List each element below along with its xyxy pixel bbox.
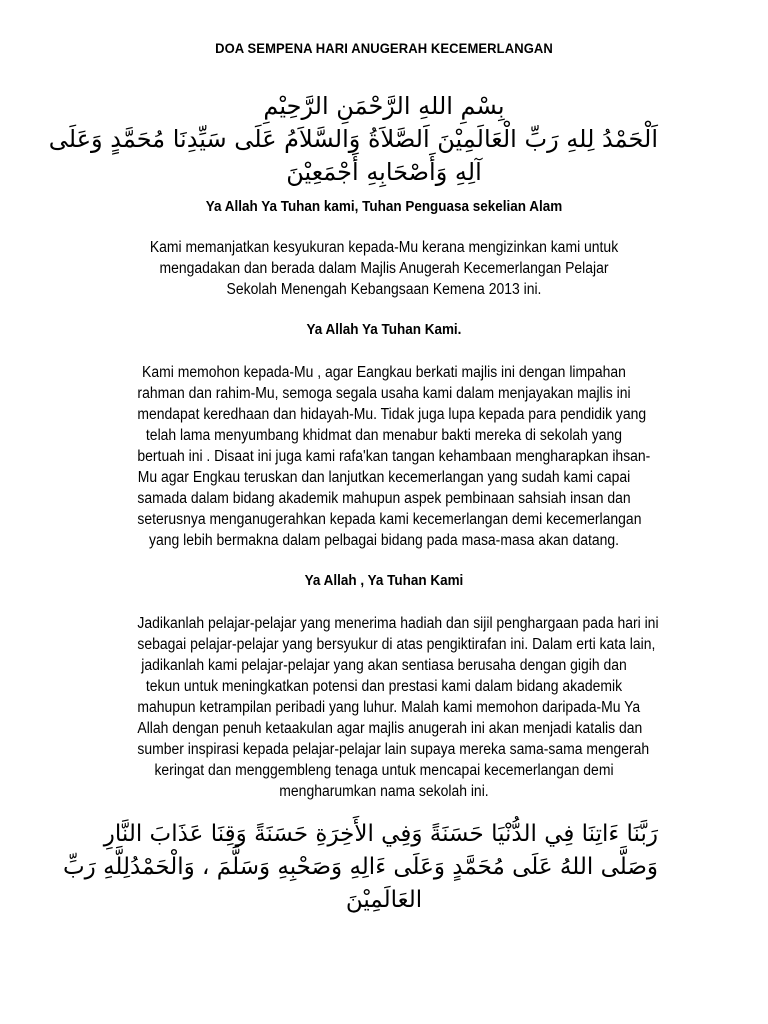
paragraph-line: sebagai pelajar-pelajar yang bersyukur di atas pengiktirafan ini. Dalam erti kata lain, bbox=[137, 636, 656, 653]
paragraph-line: Sekolah Menengah Kebangsaan Kemena 2013 ini. bbox=[226, 281, 542, 298]
arabic-opening-line: بِسْمِ اللهِ الرَّحْمَنِ الرَّحِيْمِ bbox=[263, 92, 505, 120]
paragraph-line: seterusnya menganugerahkan kepada kami kecemerlangan demi kecemerlangan bbox=[137, 511, 642, 528]
paragraph-line: telah lama menyumbang khidmat dan menabur bakti mereka di sekolah yang bbox=[145, 427, 623, 444]
paragraph-line: mengadakan dan berada dalam Majlis Anugerah Kecemerlangan Pelajar bbox=[159, 260, 609, 277]
paragraph-line: yang lebih bermakna dalam pelbagai bidang pada masa-masa akan datang. bbox=[149, 532, 619, 549]
heading-2: Ya Allah Ya Tuhan Kami. bbox=[306, 322, 462, 338]
paragraph-2 bbox=[110, 362, 658, 551]
paragraph-line: jadikanlah kami pelajar-pelajar yang akan sentiasa berusaha dengan gigih dan bbox=[141, 657, 627, 674]
paragraph-line: Allah dengan penuh ketaakulan agar majlis anugerah ini akan menjadi katalis dan bbox=[137, 720, 643, 737]
paragraph-line: tekun untuk meningkatkan potensi dan prestasi kami dalam bidang akademik bbox=[145, 678, 623, 695]
heading-3: Ya Allah , Ya Tuhan Kami bbox=[304, 573, 464, 589]
document-title: DOA SEMPENA HARI ANUGERAH KECEMERLANGAN bbox=[215, 40, 553, 56]
paragraph-line: sumber inspirasi kepada pelajar-pelajar lain supaya mereka sama-sama mengerah bbox=[137, 741, 650, 758]
paragraph-line: mendapat keredhaan dan hidayah-Mu. Tidak juga lupa kepada para pendidik yang bbox=[137, 406, 647, 423]
heading-1: Ya Allah Ya Tuhan kami, Tuhan Penguasa sekelian Alam bbox=[205, 199, 563, 215]
arabic-closing bbox=[63, 818, 658, 917]
paragraph-line: mengharumkan nama sekolah ini. bbox=[279, 783, 489, 800]
paragraph-line: Jadikanlah pelajar-pelajar yang menerima hadiah dan sijil penghargaan pada hari ini bbox=[137, 615, 659, 632]
arabic-closing-line: العَالَمِيْنَ bbox=[345, 887, 423, 913]
arabic-closing-line: رَبَّنَا ءَاتِنَا فِي الدُّنْيَا حَسَنَةً وَفِي الأَخِرَةِ حَسَنَةً وَقِنَا عَذَابَ النَّارِ bbox=[103, 821, 658, 847]
paragraph-line: mahupun ketrampilan peribadi yang luhur. Malah kami memohon daripada-Mu Ya bbox=[137, 699, 641, 716]
paragraph-line: Mu agar Engkau teruskan dan lanjutkan kecemerlangan yang sudah kami capai bbox=[137, 469, 631, 486]
paragraph-line: keringat dan menggembleng tenaga untuk mencapai kecemerlangan demi bbox=[154, 762, 614, 779]
paragraph-line: rahman dan rahim-Mu, semoga segala usaha kami dalam menjayakan majlis ini bbox=[137, 385, 631, 402]
arabic-closing-line: وَصَلَّى اللهُ عَلَى مُحَمَّدٍ وَعَلَى ءَالِهِ وَصَحْبِهِ وَسَلَّمَ ، وَالْحَمْدُلِلَّهِ رَبِّ bbox=[63, 854, 658, 880]
paragraph-line: Kami memanjatkan kesyukuran kepada-Mu kerana mengizinkan kami untuk bbox=[149, 239, 619, 256]
arabic-opening-line: اَلْحَمْدُ لِلهِ رَبِّ الْعَالَمِيْنَ اَلصَّلاَةُ وَالسَّلاَمُ عَلَى سَيِّدِنَا مُحَمَّدٍ وَعَلَى bbox=[48, 125, 658, 153]
paragraph-1 bbox=[110, 237, 658, 300]
arabic-opening-line: آلِهِ وَأَصْحَابِهِ أَجْمَعِيْنَ bbox=[286, 158, 482, 186]
paragraph-line: Kami memohon kepada-Mu , agar Eangkau berkati majlis ini dengan limpahan bbox=[142, 364, 626, 381]
arabic-opening bbox=[48, 90, 658, 189]
paragraph-line: bertuah ini . Disaat ini juga kami rafa'kan tangan kehambaan mengharapkan ihsan- bbox=[137, 448, 651, 465]
paragraph-line: samada dalam bidang akademik mahupun aspek pembinaan sahsiah insan dan bbox=[137, 490, 631, 507]
paragraph-3 bbox=[110, 613, 658, 802]
